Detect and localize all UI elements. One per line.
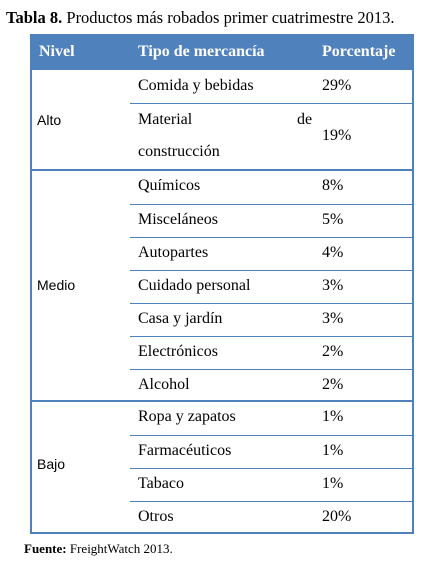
row-porcentaje: 2% xyxy=(322,376,344,393)
header-tipo: Tipo de mercancía xyxy=(138,43,265,60)
table-row xyxy=(130,171,412,204)
row-tipo: Alcohol xyxy=(138,376,190,393)
table-row xyxy=(130,270,412,303)
source-label: Fuente: xyxy=(24,541,67,556)
row-tipo: Tabaco xyxy=(138,475,184,492)
row-tipo: Electrónicos xyxy=(138,343,218,360)
caption-text: Productos más robados primer cuatrimestre 2013. xyxy=(66,8,395,27)
row-porcentaje: 1% xyxy=(322,475,344,492)
caption-label: Tabla 8. xyxy=(6,8,63,27)
row-tipo: Cuidado personal xyxy=(138,277,251,294)
group-alto xyxy=(32,70,412,169)
table-row xyxy=(130,303,412,336)
row-tipo: Ropa y zapatos xyxy=(138,408,236,425)
row-tipo-de: de xyxy=(297,111,313,128)
level-label: Bajo xyxy=(37,456,66,472)
row-tipo: Químicos xyxy=(138,177,201,194)
row-tipo-line2: construcción xyxy=(138,143,220,160)
row-porcentaje: 29% xyxy=(322,77,352,94)
header-nivel: Nivel xyxy=(39,43,75,60)
row-porcentaje: 4% xyxy=(322,244,344,261)
table-source xyxy=(24,541,173,557)
table-row xyxy=(130,468,412,501)
row-tipo: Farmacéuticos xyxy=(138,442,232,459)
row-tipo: Otros xyxy=(138,508,174,525)
table-row xyxy=(130,204,412,237)
group-bajo xyxy=(32,400,412,532)
row-porcentaje: 8% xyxy=(322,177,344,194)
row-porcentaje: 3% xyxy=(322,277,344,294)
level-label: Alto xyxy=(37,112,62,128)
table-row xyxy=(130,70,412,103)
row-tipo: Misceláneos xyxy=(138,211,218,228)
row-porcentaje: 1% xyxy=(322,408,344,425)
row-tipo: Casa y jardín xyxy=(138,310,223,327)
table-caption xyxy=(6,4,442,32)
group-medio xyxy=(32,169,412,400)
data-table xyxy=(30,34,414,534)
row-porcentaje: 1% xyxy=(322,442,344,459)
row-tipo: Comida y bebidas xyxy=(138,77,254,94)
level-label: Medio xyxy=(37,277,76,293)
header-porcentaje: Porcentaje xyxy=(322,43,396,60)
row-porcentaje: 5% xyxy=(322,211,344,228)
table-row xyxy=(130,435,412,468)
row-porcentaje: 2% xyxy=(322,343,344,360)
table-row xyxy=(130,501,412,534)
table-row xyxy=(130,369,412,400)
table-header xyxy=(32,36,412,70)
row-porcentaje: 20% xyxy=(322,508,352,525)
source-text: FreightWatch 2013. xyxy=(69,541,173,556)
table-row xyxy=(130,103,412,169)
table-row xyxy=(130,237,412,270)
row-tipo-line1: Material xyxy=(138,111,193,128)
row-porcentaje: 3% xyxy=(322,310,344,327)
table-row xyxy=(130,336,412,369)
table-row xyxy=(130,402,412,435)
row-tipo: Autopartes xyxy=(138,244,209,261)
row-porcentaje: 19% xyxy=(322,127,352,144)
